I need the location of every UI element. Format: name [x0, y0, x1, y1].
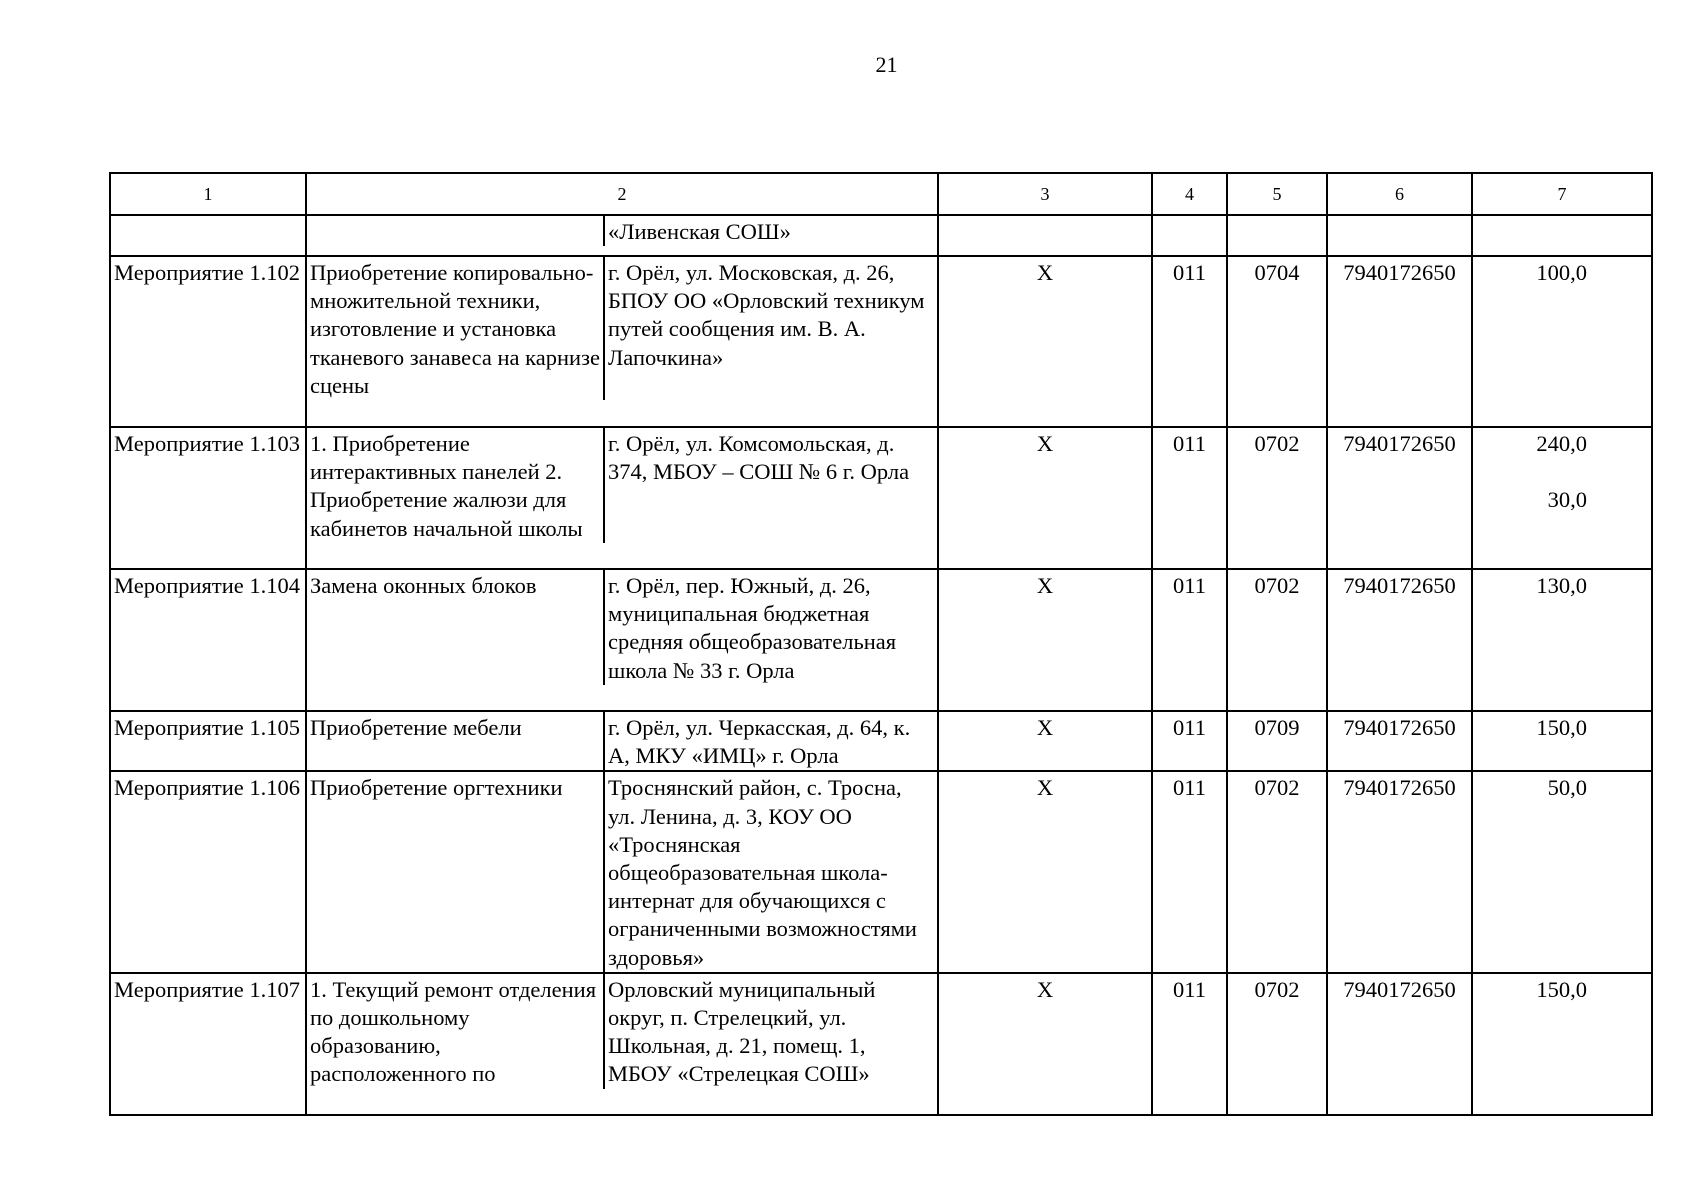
column-header-6: 6 — [1327, 173, 1472, 215]
amount-value: 50,0 — [1547, 775, 1587, 801]
event-cell: Мероприятие 1.106 — [110, 771, 306, 972]
column-6-cell: 7940172650 — [1327, 711, 1472, 771]
address-cell: Орловский муниципальный округ, п. Стрелецкий, ул. Школьная, д. 21, помещ. 1, МБОУ «Стрелецкая СОШ» — [608, 976, 876, 1087]
address-cell: «Ливенская СОШ» — [608, 219, 791, 244]
amount-value: 150,0 — [1536, 976, 1587, 1002]
column-header-3: 3 — [938, 173, 1152, 215]
amount-cell — [1472, 771, 1652, 972]
column-4-cell: 011 — [1152, 771, 1227, 972]
description-cell: 1. Текущий ремонт отделения по дошкольному образованию, расположенного по — [307, 974, 605, 1089]
column-4-cell: 011 — [1152, 973, 1227, 1115]
amount-value: 30,0 — [1547, 487, 1587, 513]
column-3-cell: Х — [938, 569, 1152, 711]
address-cell: г. Орёл, ул. Комсомольская, д. 374, МБОУ – СОШ № 6 г. Орла — [608, 431, 910, 485]
amount-cell — [1472, 973, 1652, 1115]
description-cell: Приобретение копировально-множительной техники, изготовление и установка тканевого занавеса на карнизе сцены — [307, 257, 605, 400]
column-5-cell: 0702 — [1227, 427, 1327, 569]
column-5-cell: 0702 — [1227, 771, 1327, 972]
address-cell: Троснянский район, с. Тросна, ул. Ленина, д. 3, КОУ ОО «Троснянская общеобразовательная школа-интернат для обучающихся с ограниченными возможностями здоровья» — [608, 775, 917, 970]
amount-value: 240,0 — [1536, 431, 1587, 456]
column-3-cell: Х — [938, 973, 1152, 1115]
amount-cell — [1472, 711, 1652, 771]
amount-value: 130,0 — [1536, 573, 1587, 598]
column-header-row — [110, 173, 1652, 215]
column-6-cell: 7940172650 — [1327, 569, 1472, 711]
column-5-cell: 0702 — [1227, 973, 1327, 1115]
address-cell: г. Орёл, ул. Московская, д. 26, БПОУ ОО «Орловский техникум путей сообщения им. В. А. Лапочкина» — [608, 260, 925, 370]
amount-cell — [1472, 569, 1652, 711]
page-number: 21 — [875, 52, 898, 77]
column-6-cell: 7940172650 — [1327, 427, 1472, 569]
event-cell: Мероприятие 1.103 — [110, 427, 306, 569]
description-cell: 1. Приобретение интерактивных панелей 2. Приобретение жалюзи для кабинетов начальной школы — [307, 428, 605, 543]
amount-cell — [1472, 256, 1652, 427]
column-4-cell: 011 — [1152, 711, 1227, 771]
column-6-cell: 7940172650 — [1327, 973, 1472, 1115]
table-row — [110, 569, 1652, 711]
table-row — [110, 711, 1652, 771]
event-cell: Мероприятие 1.104 — [110, 569, 306, 711]
amount-value: 150,0 — [1536, 715, 1587, 740]
table-row — [110, 427, 1652, 569]
table-row — [110, 215, 1652, 256]
column-header-7: 7 — [1472, 173, 1652, 215]
measures-table — [109, 172, 1653, 1116]
address-cell: г. Орёл, пер. Южный, д. 26, муниципальная бюджетная средняя общеобразовательная школа № 33 г. Орла — [608, 573, 897, 683]
column-header-5: 5 — [1227, 173, 1327, 215]
column-header-4: 4 — [1152, 173, 1227, 215]
amount-value: 100,0 — [1536, 260, 1587, 285]
column-3-cell: Х — [938, 711, 1152, 771]
table-row — [110, 771, 1652, 972]
event-cell: Мероприятие 1.102 — [110, 256, 306, 427]
column-3-cell: Х — [938, 771, 1152, 972]
description-cell: Приобретение оргтехники — [307, 772, 605, 971]
column-header-2: 2 — [306, 173, 938, 215]
amount-cell — [1472, 427, 1652, 569]
column-3-cell: Х — [938, 256, 1152, 427]
column-4-cell: 011 — [1152, 569, 1227, 711]
column-5-cell: 0704 — [1227, 256, 1327, 427]
column-5-cell: 0702 — [1227, 569, 1327, 711]
column-3-cell: Х — [938, 427, 1152, 569]
description-cell: Замена оконных блоков — [307, 570, 605, 685]
table-row — [110, 973, 1652, 1115]
event-cell: Мероприятие 1.107 — [110, 973, 306, 1115]
event-cell: Мероприятие 1.105 — [110, 711, 306, 771]
column-header-1: 1 — [110, 173, 306, 215]
column-5-cell: 0709 — [1227, 711, 1327, 771]
column-4-cell: 011 — [1152, 427, 1227, 569]
description-cell: Приобретение мебели — [307, 712, 605, 770]
address-cell: г. Орёл, ул. Черкасская, д. 64, к. А, МКУ «ИМЦ» г. Орла — [608, 715, 911, 769]
table-row — [110, 256, 1652, 427]
column-6-cell: 7940172650 — [1327, 771, 1472, 972]
column-4-cell: 011 — [1152, 256, 1227, 427]
column-6-cell: 7940172650 — [1327, 256, 1472, 427]
